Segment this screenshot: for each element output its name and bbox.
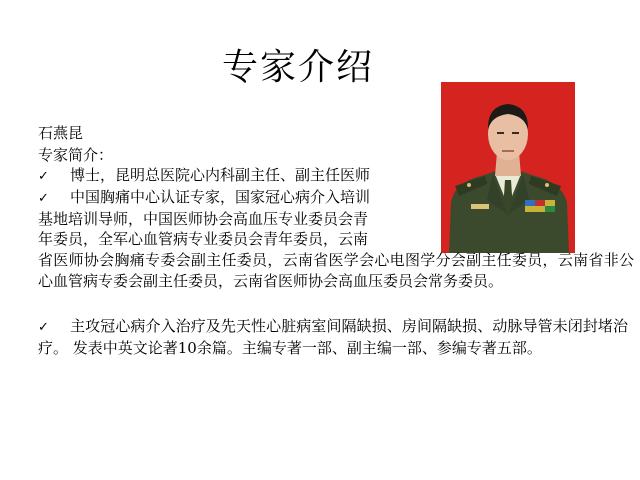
portrait-photo xyxy=(441,82,575,253)
bullet-item-2 xyxy=(38,187,438,230)
bullet-text-2-line3: 年委员，全军心血管病专业委员会青年委员，云南 xyxy=(38,230,369,248)
bullet-text-3: 主攻冠心病介入治疗及先天性心脏病室间隔缺损、房间隔缺损、动脉导管未闭封堵治疗。 发表中英文论著10余篇。主编专著一部、副主编一部、参编专著五部。 xyxy=(38,317,628,357)
expert-name: 石燕昆 xyxy=(38,124,84,142)
portrait-illustration xyxy=(441,82,575,253)
checkmark-icon: ✓ xyxy=(38,191,49,206)
bullet-item-1 xyxy=(38,165,438,187)
bullet-text-2-line2: 基地培训导师，中国医师协会高血压专业委员会青 xyxy=(38,210,369,228)
intro-label: 专家简介： xyxy=(38,146,114,164)
bullet-item-3 xyxy=(38,316,628,359)
checkmark-icon: ✓ xyxy=(38,169,49,184)
bullet-text-2-line1: 中国胸痛中心认证专家，国家冠心病介入培训 xyxy=(70,188,371,206)
checkmark-icon: ✓ xyxy=(38,320,49,335)
slide-title: 专家介绍 xyxy=(221,47,374,88)
bullet-item-2-cont xyxy=(38,229,438,250)
bullet-text-1: 博士，昆明总医院心内科副主任、副主任医师 xyxy=(70,166,371,184)
bullet-text-2-rest: 省医师协会胸痛专委会副主任委员，云南省医学会心电图学分会副主任委员，云南省非公心血管病专委会副主任委员，云南省医师协会高血压委员会常务委员。 xyxy=(38,251,634,290)
bullet-item-2-rest xyxy=(38,250,634,292)
